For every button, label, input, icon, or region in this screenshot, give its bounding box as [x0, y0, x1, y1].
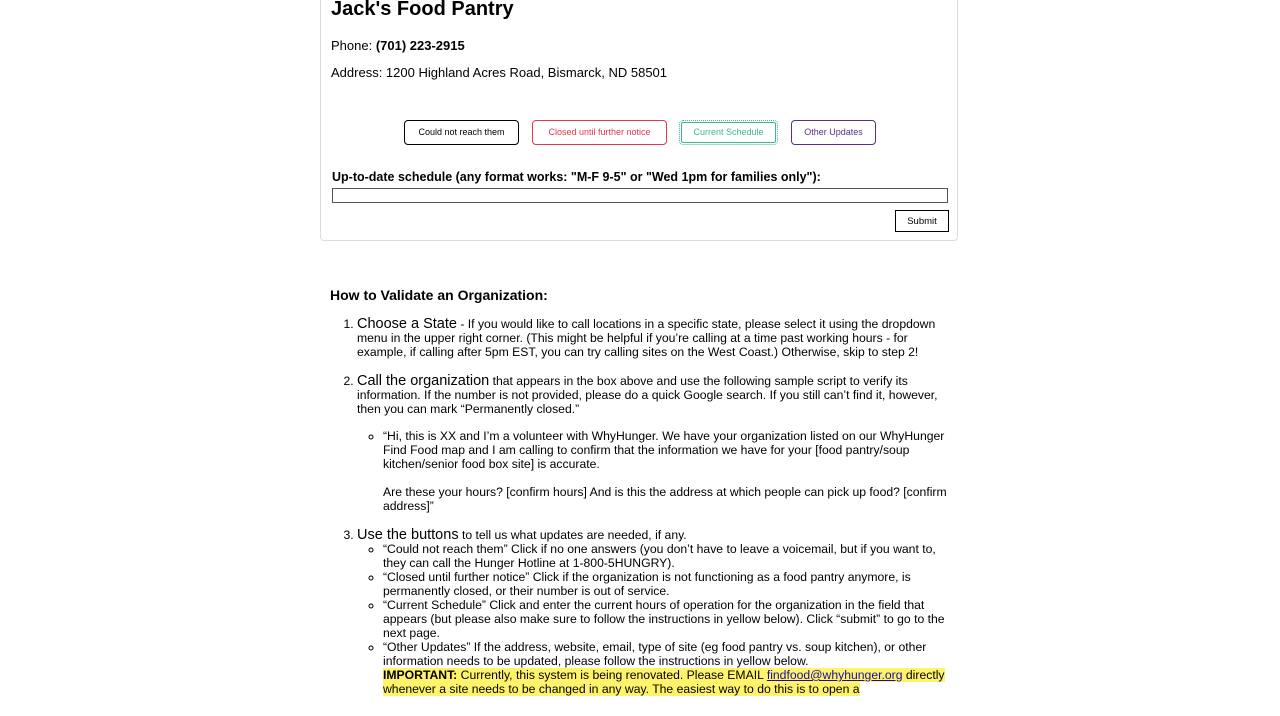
script-paragraph-1: “Hi, this is XX and I’m a volunteer with WhyHunger. We have your organization listed on our WhyHunger Find Food map and I am calling to confirm that the information we have for your [food pantry/soup kitchen/senior food box site] is accurate. — [383, 429, 945, 471]
step-1-text: - If you would like to call locations in a specific state, please select it using the dropdown menu in the upper right corner. (This might be helpful if you’re calling at a time past working hours - for example, if calling after 5pm EST, you can try calling sites on the West Coast.) Otherwise, skip to step 2! — [357, 317, 936, 359]
step-use-buttons — [357, 528, 950, 696]
phone-label: Phone: — [331, 38, 376, 53]
step-3-heading: Use the buttons — [357, 527, 459, 543]
address-value: 1200 Highland Acres Road, Bismarck, ND 58501 — [385, 65, 668, 80]
other-updates-button[interactable]: Other Updates — [791, 120, 876, 145]
button-explanations — [357, 542, 950, 696]
schedule-input[interactable] — [332, 188, 948, 203]
address-label: Address: — [331, 65, 386, 80]
instructions-steps — [330, 317, 950, 696]
step-1-heading: Choose a State — [357, 316, 457, 332]
schedule-label: Up-to-date schedule (any format works: "M-F 9-5" or "Wed 1pm for families only"): — [332, 170, 821, 184]
instructions-section — [330, 286, 950, 696]
email-link[interactable]: findfood@whyhunger.org — [766, 668, 903, 682]
step-2-text: that appears in the box above and use the following sample script to verify its information. If the number is not provided, please do a quick Google search. If you still can’t find it, however, then you can mark “Permanently closed.” — [357, 374, 938, 416]
sample-script-list — [357, 429, 950, 513]
organization-name: Jack's Food Pantry — [331, 0, 514, 20]
important-text-continued: directly whenever a site needs to be changed in any way. The easiest way to do this is to open a — [383, 668, 945, 696]
instructions-title: How to Validate an Organization: — [330, 287, 548, 303]
address-line — [331, 65, 667, 81]
phone-number: (701) 223-2915 — [375, 38, 465, 53]
step-3-text: to tell us what updates are needed, if any. — [458, 528, 687, 542]
step-2-heading: Call the organization — [357, 373, 490, 389]
list-item: ◦ “Could not reach them” Click if no one answers (you don’t have to leave a voicemail, but if you want to, they can call the Hunger Hotline at 1-800-5HUNGRY). — [383, 542, 950, 570]
closed-button[interactable]: Closed until further notice — [532, 120, 667, 145]
step-call-organization — [357, 374, 950, 513]
list-item: ◦ “Current Schedule” Click and enter the current hours of operation for the organization in the field that appears (but please also make sure to follow the instructions in yellow below). Click “submit” to go to the next page. — [383, 598, 950, 640]
important-text: Currently, this system is being renovated. Please EMAIL — [457, 668, 767, 682]
important-notice — [383, 668, 945, 696]
phone-line — [331, 38, 465, 54]
submit-button[interactable]: Submit — [895, 210, 949, 232]
list-item: ◦ “Closed until further notice” Click if the organization is not functioning as a food pantry anymore, is permanently closed, or their number is out of service. — [383, 570, 950, 598]
important-label: IMPORTANT: — [383, 668, 458, 682]
list-item — [383, 640, 950, 696]
step-choose-state — [357, 317, 950, 359]
other-updates-explanation: “Other Updates” If the address, website, email, type of site (eg food pantry vs. soup kitchen), or other information needs to be updated, please follow the instructions in yellow below. — [383, 640, 927, 668]
could-not-reach-button[interactable]: Could not reach them — [404, 120, 519, 145]
current-schedule-button[interactable]: Current Schedule — [679, 120, 778, 145]
script-paragraph-2: Are these your hours? [confirm hours] And is this the address at which people can pick up food? [confirm address]” — [383, 485, 947, 513]
sample-script — [383, 429, 950, 513]
